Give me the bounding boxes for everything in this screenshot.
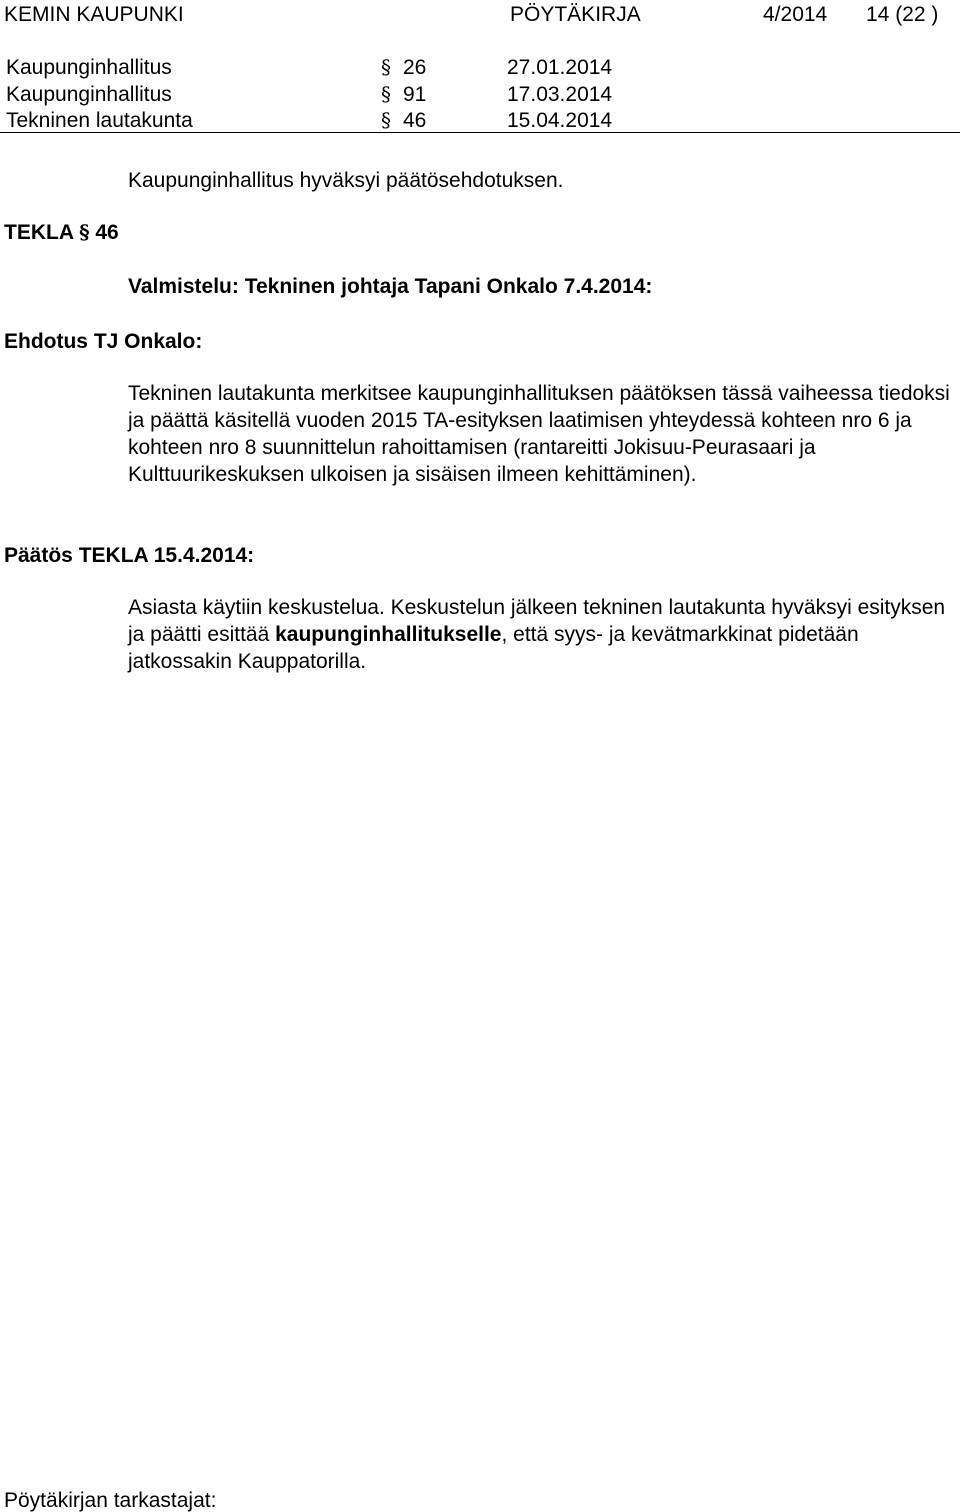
section-symbol: § bbox=[381, 108, 391, 132]
reference-date: 27.01.2014 bbox=[507, 56, 613, 79]
proposal-label: Ehdotus TJ Onkalo: bbox=[4, 330, 203, 353]
section-number: 46 bbox=[95, 221, 119, 244]
decision-text-part2: , että syys- ja kevätmarkkinat pidetään jatkossakin Kauppatorilla. bbox=[128, 623, 859, 673]
section-symbol: § bbox=[381, 82, 391, 106]
proposal-text: Tekninen lautakunta merkitsee kaupunginhallituksen päätöksen tässä vaiheessa tiedoksi ja päättä käsitellä vuoden 2015 TA-esityksen laatimisen yhteydessä kohteen nro 6 ja kohteen nro 8 suunnittelun rahoittamisen (rantareitti Jokisuu-Peurasaari ja Kulttuurikeskuksen ulkoisen ja sisäisen ilmeen kehittäminen). bbox=[128, 382, 950, 486]
org-name: KEMIN KAUPUNKI bbox=[4, 3, 184, 26]
reference-date: 15.04.2014 bbox=[507, 109, 613, 132]
section-heading bbox=[4, 222, 119, 243]
reference-body: Kaupunginhallitus bbox=[6, 56, 172, 79]
doc-number: 4/2014 bbox=[763, 3, 828, 26]
decision-text-part1: Asiasta käytiin keskustelua. Keskustelun jälkeen tekninen lautakunta hyväksyi esityksen ja päätti esittää bbox=[128, 596, 946, 646]
kh-decision-text: Kaupunginhallitus hyväksyi päätösehdotuksen. bbox=[128, 169, 564, 192]
reference-body: Tekninen lautakunta bbox=[6, 109, 193, 132]
section-prefix: TEKLA bbox=[4, 221, 74, 244]
section-symbol: § bbox=[381, 55, 391, 79]
doc-type: PÖYTÄKIRJA bbox=[510, 3, 641, 26]
reference-body: Kaupunginhallitus bbox=[6, 83, 172, 106]
decision-text bbox=[128, 594, 958, 675]
header-divider bbox=[0, 132, 960, 133]
reference-number: 91 bbox=[403, 83, 427, 106]
page-number: 14 (22 ) bbox=[866, 3, 939, 26]
reference-number: 26 bbox=[403, 56, 427, 79]
decision-text-bold: kaupunginhallitukselle bbox=[275, 623, 502, 646]
section-symbol: § bbox=[79, 220, 90, 244]
reference-date: 17.03.2014 bbox=[507, 83, 613, 106]
preparation-label: Valmistelu: Tekninen johtaja Tapani Onkalo 7.4.2014: bbox=[128, 275, 653, 298]
decision-label: Päätös TEKLA 15.4.2014: bbox=[4, 544, 255, 567]
reference-number: 46 bbox=[403, 109, 427, 132]
footer-label: Pöytäkirjan tarkastajat: bbox=[4, 1489, 217, 1512]
